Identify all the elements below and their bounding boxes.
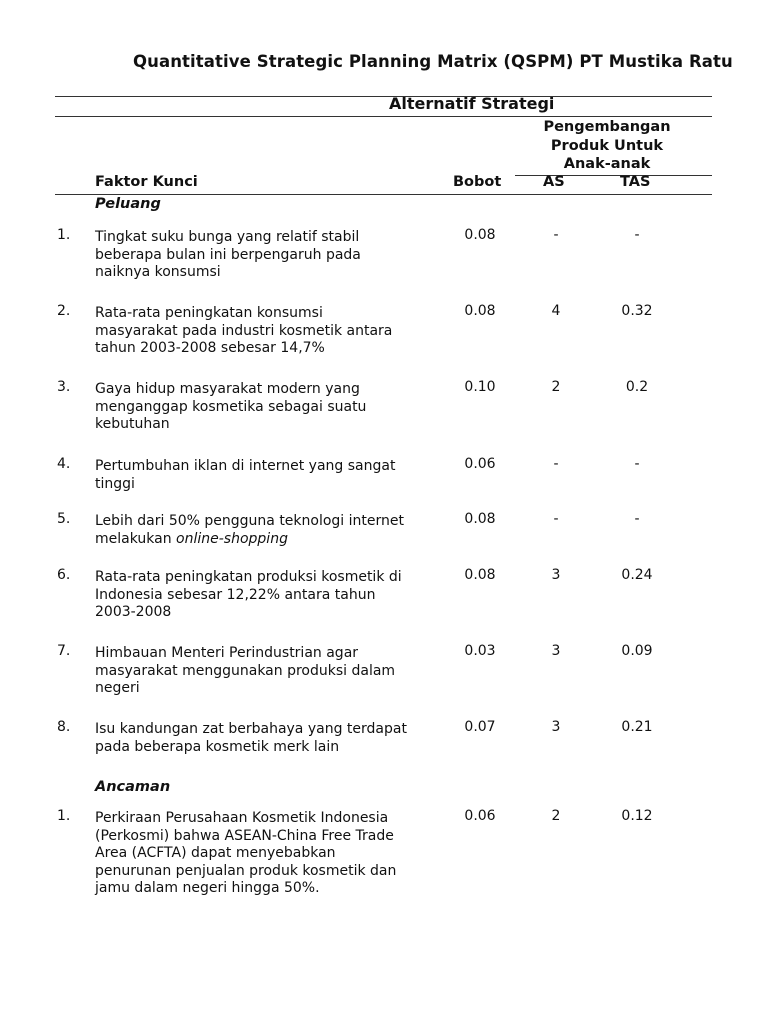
factor-text [95,810,445,898]
row-number: 1. [57,227,71,243]
factor-line: tahun 2003-2008 sebesar 14,7% [95,340,325,356]
factor-line: naiknya konsumsi [95,264,221,280]
table-top-rule [55,96,712,97]
as-value: - [553,227,559,243]
factor-line: masyarakat menggunakan produksi dalam [95,662,396,679]
tas-value: - [634,456,640,472]
factor-text [95,645,445,698]
tas-value: 0.2 [625,379,649,395]
factor-line: menganggap kosmetika sebagai suatu [95,398,367,415]
factor-text [95,721,445,756]
as-value: 2 [551,808,561,824]
row-number: 8. [57,719,71,735]
tas-value: 0.21 [621,719,653,735]
factor-line: Lebih dari 50% pengguna teknologi internet [95,513,404,529]
faktor-kunci-header: Faktor Kunci [95,174,198,190]
factor-line: (Perkosmi) bahwa ASEAN-China Free Trade [95,827,394,844]
factor-line: Isu kandungan zat berbahaya yang terdapat [95,721,407,737]
bobot-value: 0.08 [464,227,496,243]
as-header: AS [543,174,565,190]
bobot-value: 0.06 [464,808,496,824]
header-rule [55,116,712,117]
factor-text [95,229,445,282]
as-value: 3 [551,719,561,735]
row-number: 2. [57,303,71,319]
bobot-value: 0.03 [464,643,496,659]
factor-line: 2003-2008 [95,604,172,620]
bobot-value: 0.08 [464,567,496,583]
row-number: 7. [57,643,71,659]
factor-line: jamu dalam negeri hingga 50%. [95,880,320,896]
factor-line: Rata-rata peningkatan produksi kosmetik di [95,569,402,585]
factor-text [95,305,445,358]
as-value: 2 [551,379,561,395]
as-value: 3 [551,643,561,659]
as-value: - [553,456,559,472]
tas-value: 0.32 [621,303,653,319]
factor-line: negeri [95,680,140,696]
tas-value: - [634,511,640,527]
factor-line: Area (ACFTA) dapat menyebabkan [95,845,336,861]
factor-line: Gaya hidup masyarakat modern yang [95,381,360,397]
tas-value: - [634,227,640,243]
as-value: - [553,511,559,527]
factor-text [95,513,445,548]
factor-text [95,458,445,493]
row-number: 1. [57,808,71,824]
factor-line: Tingkat suku bunga yang relatif stabil [95,229,360,245]
as-value: 3 [551,567,561,583]
factor-line: tinggi [95,475,135,492]
factor-line [95,531,445,549]
row-number: 5. [57,511,71,527]
strategy-line: Anak-anak [563,156,651,172]
factor-text [95,569,445,622]
bobot-value: 0.08 [464,303,496,319]
factor-line: Rata-rata peningkatan konsumsi [95,305,323,321]
factor-line: pada beberapa kosmetik merk lain [95,738,340,755]
factor-line: Perkiraan Perusahaan Kosmetik Indonesia [95,810,389,826]
strategy-line: Pengembangan [543,119,671,135]
section-peluang: Peluang [95,196,161,212]
bobot-value: 0.07 [464,719,496,735]
column-header-rule [55,194,712,195]
alternatif-strategi-header: Alternatif Strategi [389,94,555,113]
strategy-line: Produk Untuk [550,137,664,154]
factor-line-start: melakukan [95,530,177,547]
factor-line: Indonesia sebesar 12,22% antara tahun [95,586,376,603]
document-title: Quantitative Strategic Planning Matrix (QSPM) PT Mustika Ratu [133,52,733,71]
factor-line: masyarakat pada industri kosmetik antara [95,322,393,339]
bobot-value: 0.06 [464,456,496,472]
row-number: 6. [57,567,71,583]
tas-value: 0.24 [621,567,653,583]
tas-header: TAS [620,174,651,190]
row-number: 3. [57,379,71,395]
factor-line: penurunan penjualan produk kosmetik dan [95,862,397,879]
factor-line: beberapa bulan ini berpengaruh pada [95,246,361,263]
tas-value: 0.12 [621,808,653,824]
bobot-value: 0.10 [464,379,496,395]
tas-value: 0.09 [621,643,653,659]
factor-line: kebutuhan [95,416,170,432]
factor-text [95,381,445,434]
online-shopping-term: online-shopping [176,530,288,547]
factor-line: Pertumbuhan iklan di internet yang sangat [95,458,396,474]
section-ancaman: Ancaman [95,779,171,795]
strategy-name-header [515,118,699,174]
as-value: 4 [551,303,561,319]
bobot-header: Bobot [453,174,502,190]
row-number: 4. [57,456,71,472]
bobot-value: 0.08 [464,511,496,527]
factor-line: Himbauan Menteri Perindustrian agar [95,645,359,661]
